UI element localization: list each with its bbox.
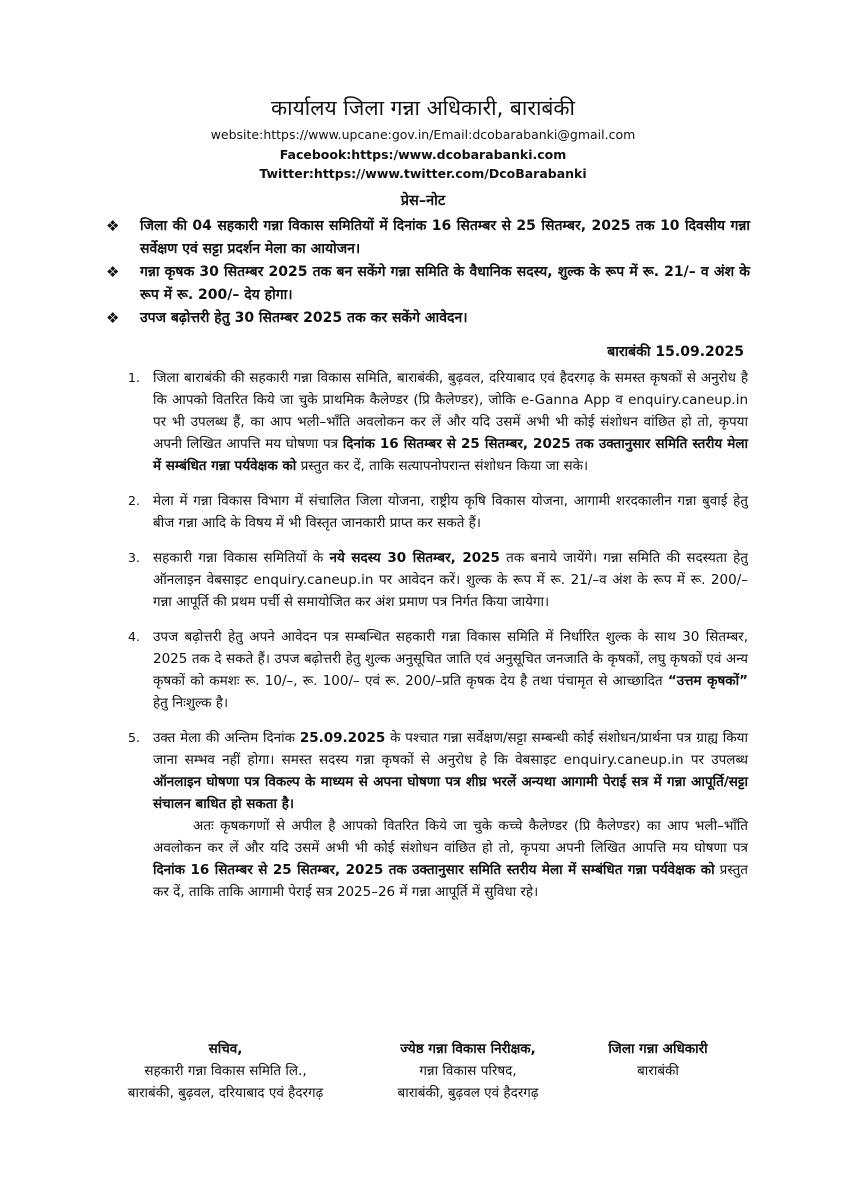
numbered-points [128,367,748,916]
appeal-text: अतः कृषकगणों से अपील है आपको वितरित किये जा चुके कच्चे कैलेण्डर (प्रि कैलेण्डर) का आप भली–भाँति अवलोकन कर लें और यदि उसमें अभी भी कोई संशोधन वांछित हो तो, कृपया अपनी लिखित आपत्ति मय घोषणा पत्र [153,818,748,856]
signature-title: जिला गन्ना अधिकारी [608,1041,708,1057]
point-number: 1. [128,370,140,385]
signature-line: बाराबंकी, बुढ़वल, दरियाबाद एवं हैदरगढ़ [127,1085,324,1101]
signature-line: सहकारी गन्ना विकास समिति लि., [144,1063,307,1079]
headline-list [100,215,750,330]
point-text: के पश्चात गन्ना सर्वेक्षण/सट्टा सम्बन्धी कोई संशोधन/प्रार्थना पत्र ग्राह्य किया जाना सम्भव नहीं होगा। समस्त सदस्य गन्ना कृषकों से अनुरोध हे कि वेबसाइट enquiry.caneup.in पर उपलब्ध [153,730,748,768]
point-item [128,490,748,534]
signature-line: गन्ना विकास परिषद, [419,1063,517,1079]
point-number: 3. [128,550,140,565]
point-text: उक्त मेला की अन्तिम दिनांक [153,730,300,746]
appeal-text: प्रस्तुत कर दें, ताकि ताकि आगामी पेराई सत्र 2025–26 में गन्ना आपूर्ति में सुविधा रहे। [153,862,748,900]
point-text: जिला बाराबंकी की सहकारी गन्ना विकास समिति, बाराबंकी, बुढ़वल, दरियाबाद एवं हैदरगढ़ के समस्त कृषकों से अनुरोध है कि आपको वितरित किये जा चुके प्राथमिक कैलेण्डर (प्रि कैलेण्डर), जोकि e-Ganna App व enquiry.caneup.in पर भी उपलब्ध हैं, का आप भली–भाँति अवलोकन कर लें और यदि उसमें अभी भी कोई संशोधन वांछित हो तो, कृपया अपनी लिखित आपत्ति मय घोषणा पत्र [153,370,748,452]
press-note-heading: प्रेस–नोट [400,193,446,209]
signature-title: सचिव, [208,1041,243,1057]
point-item [128,626,748,714]
headline-text: जिला की 04 सहकारी गन्ना विकास समितियों में दिनांक 16 सितम्बर से 25 सितम्बर, 2025 तक 10 दिवसीय गन्ना सर्वेक्षण एवं सट्टा प्रदर्शन मेला का आयोजन। [140,218,750,257]
point-number: 2. [128,493,140,508]
point-text: प्रस्तुत कर दें, ताकि सत्यापनोपरान्त संशोधन किया जा सके। [296,458,589,474]
headline-text: उपज बढ़ोत्तरी हेतु 30 सितम्बर 2025 तक कर सकेंगे आवेदन। [140,310,468,326]
signature-block [88,1038,768,1108]
signature-title: ज्येष्ठ गन्ना विकास निरीक्षक, [400,1041,536,1057]
diamond-bullet-icon: ❖ [106,217,120,235]
point-bold-text: नये सदस्य 30 सितम्बर, 2025 [329,550,500,566]
headline-text: गन्ना कृषक 30 सितम्बर 2025 तक बन सकेंगे गन्ना समिति के वैधानिक सदस्य, शुल्क के रूप में रू. 21/– व अंश के रूप में रू. 200/– देय होगा। [140,264,750,303]
headline-item [100,261,750,307]
point-text: मेला में गन्ना विकास विभाग में संचालित जिला योजना, राष्ट्रीय कृषि विकास योजना, आगामी शरदकालीन गन्ना बुवाई हेतु बीज गन्ना आदि के विषय में भी विस्तृत जानकारी प्राप्त कर सकते हैं। [153,493,748,531]
signature-senior-inspector [358,1038,578,1104]
point-bold-text: 25.09.2025 [299,730,386,746]
point-item [128,547,748,613]
point-bold-text: दिनांक 16 सितम्बर से 25 सितम्बर, 2025 तक उक्तानुसार समिति स्तरीय मेला में सम्बंधित गन्ना पर्यवेक्षक को [153,436,749,474]
point-number: 4. [128,629,140,644]
office-title: कार्यालय जिला गन्ना अधिकारी, बाराबंकी [271,96,575,120]
twitter-line: Twitter:https://www.twitter.com/DcoBarabanki [259,166,587,181]
headline-item [100,215,750,261]
point-number: 5. [128,730,140,745]
point-bold-text: “उत्तम कृषकों” [667,673,749,689]
point-text: सहकारी गन्ना विकास समितियों के [153,550,330,566]
point-text: उपज बढ़ोत्तरी हेतु अपने आवेदन पत्र सम्बन्धित सहकारी गन्ना विकास समिति में निर्धारित शुल्क के साथ 30 सितम्बर, 2025 तक दे सकते हैं। उपज बढ़ोत्तरी हेतु शुल्क अनुसूचित जाति एवं अनुसूचित जनजाति के कृषकों, लघु कृषकों एवं अन्य कृषकों को कमशः रू. 10/–, रू. 100/– एवं रू. 200/–प्रति कृषक देय है तथा पंचामृत से आच्छादित [153,629,748,689]
signature-district-officer [558,1038,758,1082]
appeal-bold-text: दिनांक 16 सितम्बर से 25 सितम्बर, 2025 तक उक्तानुसार समिति स्तरीय मेला में सम्बंधित गन्ना पर्यवेक्षक को [153,862,715,878]
signature-secretary [88,1038,363,1104]
place-date-line: बाराबंकी 15.09.2025 [607,344,744,360]
headline-item [100,307,750,330]
point-text: तक बनाये जायेंगे। गन्ना समिति की सदस्यता हेतु ऑनलाइन वेबसाइट enquiry.caneup.in पर आवेदन करें। शुल्क के रूप में रू. 21/–व अंश के रूप में रू. 200/– गन्ना आपूर्ति की प्रथम पर्ची से समायोजित कर अंश प्रमाण पत्र निर्गत किया जायेगा। [153,550,749,610]
signature-line: बाराबंकी, बुढ़वल एवं हैदरगढ़ [397,1085,539,1101]
appeal-paragraph [153,815,748,903]
website-email-line: website:https://www.upcane:gov.in/Email:dcobarabanki@gmail.com [210,127,636,142]
point-item [128,727,748,903]
point-bold-text: ऑनलाइन घोषणा पत्र विकल्प के माध्यम से अपना घोषणा पत्र शीघ्र भरलें अन्यथा आगामी पेराई सत्र में गन्ना आपूर्ति/सट्टा संचालन बाधित हो सकता है। [153,774,748,812]
diamond-bullet-icon: ❖ [106,309,120,327]
facebook-line: Facebook:https:/www.dcobarabanki.com [279,147,567,162]
signature-line: बाराबंकी [637,1063,679,1079]
diamond-bullet-icon: ❖ [106,263,120,281]
point-text: हेतु निःशुल्क है। [153,695,229,711]
point-item [128,367,748,477]
